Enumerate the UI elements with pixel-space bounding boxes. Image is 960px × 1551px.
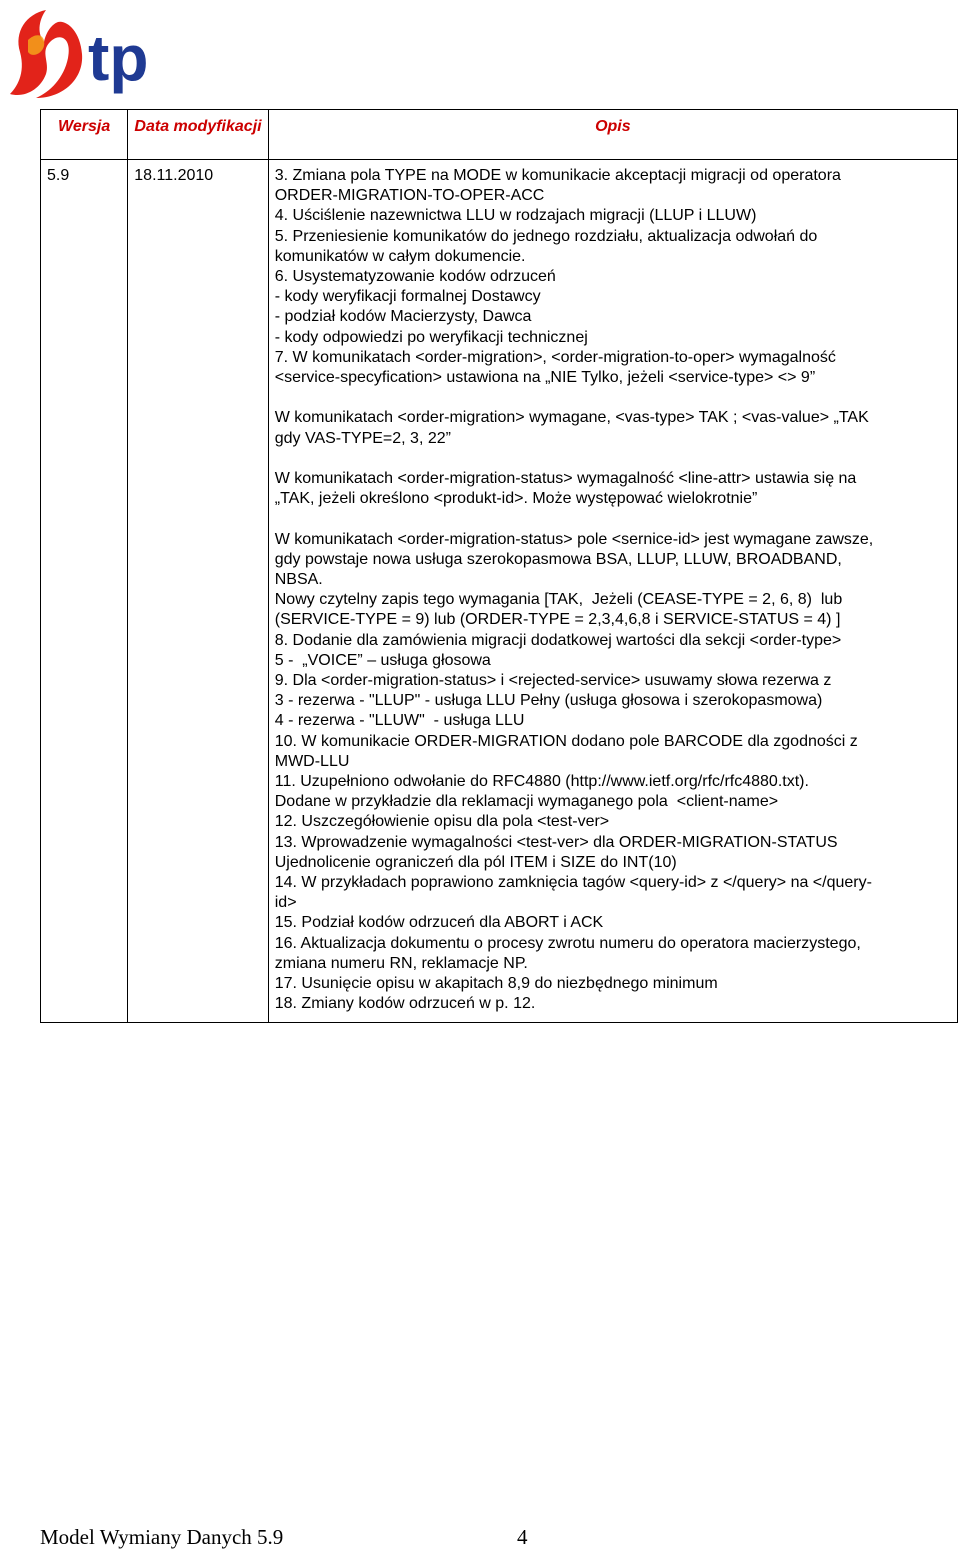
description-line: NBSA. [274, 571, 323, 589]
description-line: - kody weryfikacji formalnej Dostawcy [274, 288, 541, 306]
description-line: (SERVICE-TYPE = 9) lub (ORDER-TYPE = 2,3,4,6,8 i SERVICE-STATUS = 4) ] [274, 611, 841, 629]
description-line: gdy powstaje nowa usługa szerokopasmowa BSA, LLUP, LLUW, BROADBAND, [274, 550, 842, 568]
description-line: komunikatów w całym dokumencie. [274, 247, 526, 265]
row-description [269, 160, 957, 1022]
table-row [41, 160, 958, 1023]
description-line: 18. Zmiany kodów odrzuceń w p. 12. [274, 995, 536, 1013]
description-line: - kody odpowiedzi po weryfikacji technicznej [274, 328, 588, 346]
description-line: 10. W komunikacie ORDER-MIGRATION dodano pole BARCODE dla zgodności z [274, 732, 858, 750]
description-line [275, 449, 949, 469]
tp-logo-mark [6, 2, 170, 102]
description-line: 8. Dodanie dla zamówienia migracji dodatkowej wartości dla sekcji <order-type> [274, 631, 842, 649]
header-date: Data modyfikacji [134, 118, 262, 135]
revision-history-table [40, 109, 958, 1023]
footer-title: Model Wymiany Danych 5.9 [40, 1525, 284, 1549]
row-date: 18.11.2010 [134, 167, 214, 184]
description-line: W komunikatach <order-migration> wymagane, <vas-type> TAK ; <vas-value> „TAK [274, 409, 869, 427]
description-line: 5. Przeniesienie komunikatów do jednego rozdziału, aktualizacja odwołań do [274, 227, 818, 245]
description-line: 4. Uściślenie nazewnictwa LLU w rodzajach migracji (LLUP i LLUW) [274, 207, 757, 225]
description-line: 16. Aktualizacja dokumentu o procesy zwrotu numeru do operatora macierzystego, [274, 934, 861, 952]
page-footer [40, 1523, 528, 1551]
description-line: Ujednolicenie ograniczeń dla pól ITEM i SIZE do INT(10) [274, 853, 677, 871]
description-line: 3 - rezerwa - "LLUP" - usługa LLU Pełny (usługa głosowa i szerokopasmowa) [274, 692, 823, 710]
description-line: W komunikatach <order-migration-status> wymagalność <line-attr> ustawia się na [274, 470, 857, 488]
description-line: MWD-LLU [274, 752, 350, 770]
description-line: 6. Usystematyzowanie kodów odrzuceń [274, 268, 556, 286]
description-line: Nowy czytelny zapis tego wymagania [TAK, Jeżeli (CEASE-TYPE = 2, 6, 8) lub [274, 591, 843, 609]
description-line: 5 - „VOICE” – usługa głosowa [274, 651, 491, 669]
description-line: 15. Podział kodów odrzuceń dla ABORT i ACK [274, 914, 604, 932]
description-line: 17. Usunięcie opisu w akapitach 8,9 do niezbędnego minimum [274, 975, 718, 993]
tp-logo [6, 2, 170, 102]
description-line: <service-specyfication> ustawiona na „NIE Tylko, jeżeli <service-type> <> 9” [274, 369, 816, 387]
description-line: gdy VAS-TYPE=2, 3, 22” [274, 429, 451, 447]
header-description: Opis [595, 118, 631, 135]
description-line: W komunikatach <order-migration-status> pole <sernice-id> jest wymagane zawsze, [274, 530, 874, 548]
description-line: ORDER-MIGRATION-TO-OPER-ACC [274, 187, 545, 205]
description-line: 3. Zmiana pola TYPE na MODE w komunikacie akceptacji migracji od operatora [274, 167, 841, 184]
description-line [275, 509, 949, 529]
description-line: 12. Uszczegółowienie opisu dla pola <test-ver> [274, 813, 610, 831]
description-line: 14. W przykładach poprawiono zamknięcia tagów <query-id> z </query> na </query- [274, 874, 872, 892]
description-line: 9. Dla <order-migration-status> i <rejected-service> usuwamy słowa rezerwa z [274, 672, 832, 690]
header-version: Wersja [58, 118, 111, 135]
description-line: - podział kodów Macierzysty, Dawca [274, 308, 532, 326]
description-line: „TAK, jeżeli określono <produkt-id>. Może występować wielokrotnie” [274, 490, 758, 508]
logo-text: tp [88, 22, 149, 94]
description-line: 7. W komunikatach <order-migration>, <order-migration-to-oper> wymagalność [274, 348, 836, 366]
description-line: 13. Wprowadzenie wymagalności <test-ver> dla ORDER-MIGRATION-STATUS [274, 833, 838, 851]
description-line: Dodane w przykładzie dla reklamacji wymaganego pola <client-name> [274, 793, 779, 811]
row-version: 5.9 [47, 167, 70, 184]
description-line: id> [274, 894, 297, 912]
description-line: 11. Uzupełniono odwołanie do RFC4880 (http://www.ietf.org/rfc/rfc4880.txt). [274, 773, 809, 791]
description-line: zmiana numeru RN, reklamacje NP. [274, 954, 528, 972]
page-number: 4 [517, 1525, 528, 1549]
description-line [275, 388, 949, 408]
description-line: 4 - rezerwa - "LLUW" - usługa LLU [274, 712, 525, 730]
table-header-row [41, 110, 958, 160]
